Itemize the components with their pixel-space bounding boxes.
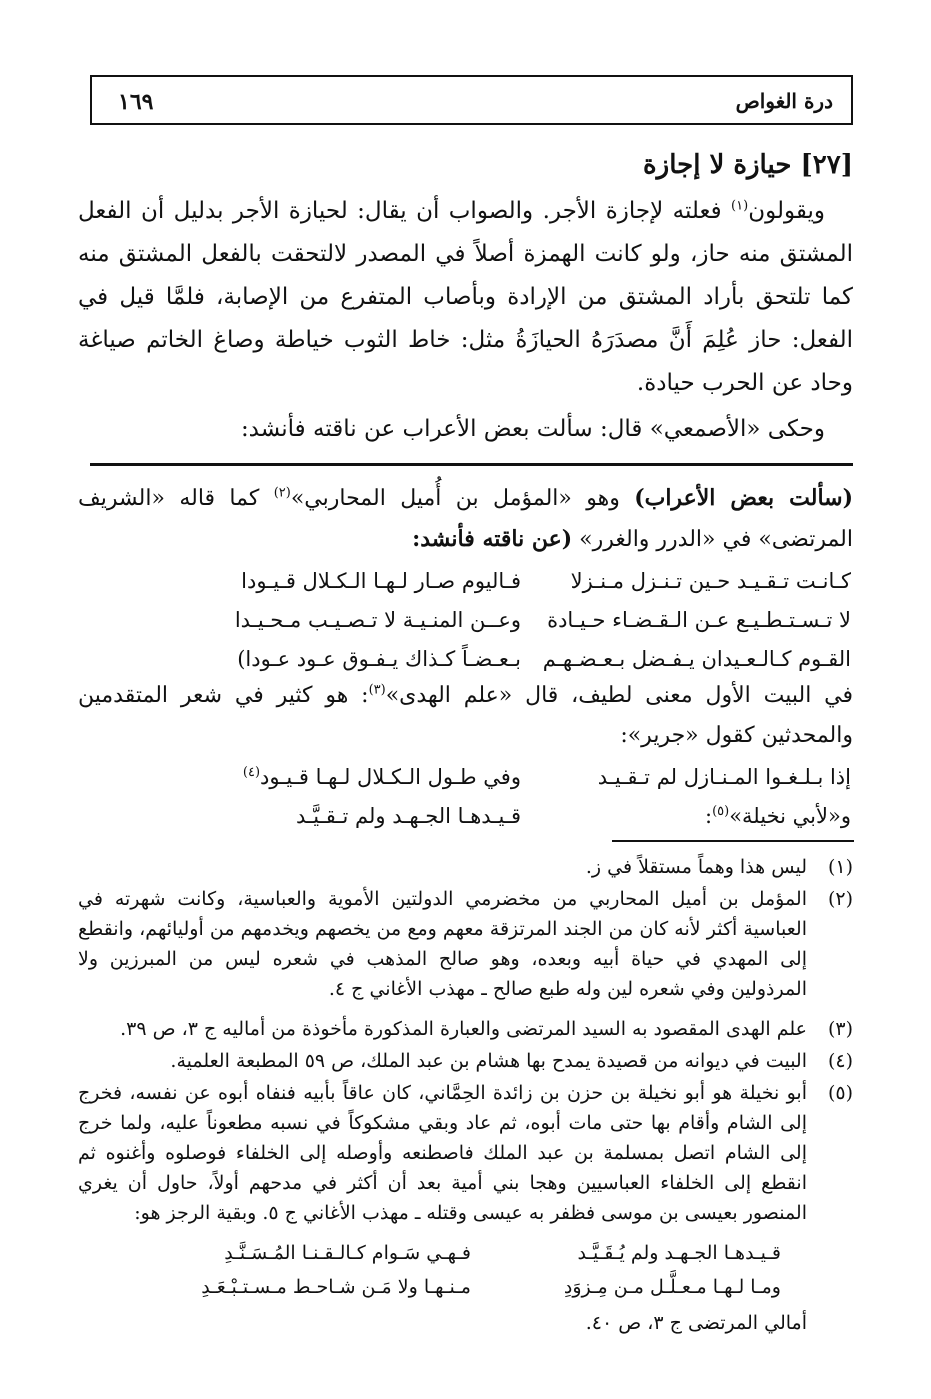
footnote-3 bbox=[78, 1014, 853, 1044]
jarir-first-hemistich: إذا بـلـغـوا المـنـازل لم تـقـيـد bbox=[597, 765, 851, 789]
footnote-text: علم الهدى المقصود به السيد المرتضى والعبارة المذكورة مأخوذة من أماليه ج ٣، ص ٣٩. bbox=[120, 1018, 807, 1040]
abu-nukhayla-colon: : bbox=[704, 804, 713, 828]
footnote-text: المؤمل بن أميل المحاربي من مخضرمي الدولتين الأموية والعباسية، وكانت شهرته في العباسية أكثر لأنه كان من الجند المرتزقة معهم ومع من يخصهم ويخدمهم من أوليائهم، وانقطع إلى المهدي في حياة أبيه وبعده، وهو صالح المذهب في شعره ليس من المبرزين ولا المرذولين وفي شعره لين وله طبع صالح ـ مهذب الأغاني ج ٤. bbox=[78, 888, 807, 1000]
quote-intro: وحكى «الأصمعي» قال: سألت بعض الأعراب عن ناقته فأنشد: bbox=[240, 416, 825, 442]
footnote-verse-1-second: فـهـي سَـوام كـالـقـنـا المُـسَـنَّـدِ bbox=[224, 1242, 471, 1264]
footnote-number: (٢) bbox=[827, 888, 853, 910]
footnote-2 bbox=[78, 884, 853, 1004]
footnote-verse-2-first: ومـا لـهـا مـعـلَّـل مـن مِـزوَدِ bbox=[563, 1276, 781, 1298]
verse-3-first-hemistich: القـوم كـالـعـيدان يـفـضل بـعـضـهـم bbox=[542, 647, 851, 671]
footnote-ref-5[interactable]: (٥) bbox=[712, 804, 730, 819]
footnote-text: أبو نخيلة هو أبو نخيلة بن حزن بن زائدة الحِمَّاني، كان عاقاً بأبيه فنفاه أبوه عن نفسه، فخرج إلى الشام وأقام بها حتى مات أبوه، ثم عاد وبقي مشكوكاً في نسبه مطعوناً عليه، ولما خرج إلى الشام اتصل بمسلمة بن عبد الملك فاصطنعه وأوصله إلى الخلفاء فوصلوه وأغنوه ثم انقطع إلى الخلفاء العباسيين وهجا بني أمية بعد أن أكثر في مدحهم أولاً، حاول أن يغري المنصور بعيسى بن موسى فظفر به عيسى وقتله ـ مهذب الأغاني ج ٥. وبقية الرجز هو: bbox=[78, 1082, 807, 1224]
footnote-source: أمالي المرتضى ج ٣، ص ٤٠. bbox=[585, 1312, 807, 1334]
commentary-text: : هو كثير في شعر المتقدمين والمحدثين كقول «جرير»: bbox=[78, 683, 853, 748]
verse-1-first-hemistich: كـانـت تـقـيـد حـين تـنـزل مـنـزلا bbox=[570, 569, 851, 593]
verse-3-second-hemistich: بـعـضـاً كـذاك يـفـوق عـود عـودا) bbox=[237, 647, 521, 671]
footnote-ref-4[interactable]: (٤) bbox=[242, 765, 261, 780]
commentary-text: كما قاله «الشريف المرتضى» في «الدرر والغرر» bbox=[78, 486, 853, 552]
commentary-text: في البيت الأول معنى لطيف، قال «علم الهدى» bbox=[385, 683, 854, 708]
verse-1-second-hemistich: فـاليوم صـار لـهـا الـكـلال قـيـودا bbox=[241, 569, 521, 593]
commentary-text: وهو «المؤمل بن أُميل المحاربي» bbox=[290, 486, 635, 511]
abu-nukhayla-intro bbox=[705, 795, 851, 837]
verse-2-first-hemistich: لا تـسـتـطـيـع عـن الـقـضـاء حـيـادة bbox=[547, 608, 851, 632]
paragraph-body: فعلته لإجازة الأجر. والصواب أن يقال: لحيازة الأجر بدليل أن الفعل المشتق منه حاز، ولو كانت الهمزة أصلاً في المصدر لالتحقت بالفعل المشتق منه كما تلتحق بأراد المشتق من الإرادة وبأصاب المتفرع من الإصابة، فلمَّا قيل في الفعل: حاز عُلِمَ أَنَّ مصدَرَهُ الحيازَةُ مثل: خاط الثوب خياطة وصاغ الخاتم صياغة وحاد عن الحرب حيادة. bbox=[78, 198, 853, 396]
section-divider bbox=[90, 463, 853, 466]
abu-nukhayla-hemistich: قـيـدهـا الجـهـد ولم تـقـيَّـد bbox=[296, 804, 521, 828]
footnote-separator bbox=[612, 840, 854, 842]
footnote-4 bbox=[78, 1046, 853, 1076]
footnote-verse-2-second: مـنـهـا ولا مَـن شـاحـط مـسـتـبْـعَـدِ bbox=[201, 1276, 471, 1298]
verse-2-second-hemistich: وعــن المنـيـة لا تـصـيـب مـحـيـدا bbox=[234, 608, 521, 632]
footnote-5 bbox=[78, 1078, 853, 1228]
footnote-text: البيت في ديوانه من قصيدة يمدح بها هشام بن عبد الملك، ص ٥٩ المطبعة العلمية. bbox=[170, 1050, 807, 1072]
paragraph-start: ويقولون bbox=[748, 198, 825, 224]
commentary-paragraph-2 bbox=[78, 676, 853, 756]
footnote-ref-3[interactable]: (٣) bbox=[368, 682, 386, 698]
footnote-verse-1-first: قـيـدهـا الجـهـد ولم يُـقَـيَّـد bbox=[577, 1242, 781, 1264]
commentary-paragraph bbox=[78, 478, 853, 560]
footnote-ref-1[interactable]: (١) bbox=[731, 198, 749, 214]
page-header bbox=[90, 75, 853, 125]
footnote-number: (٥) bbox=[827, 1082, 853, 1104]
commentary-lemma: (سألت بعض الأعراب) bbox=[634, 485, 853, 511]
section-heading: [٢٧] حيازة لا إجازة bbox=[643, 150, 853, 180]
jarir-second-hemistich bbox=[243, 756, 521, 798]
footnote-number: (٤) bbox=[827, 1050, 853, 1072]
footnote-number: (٣) bbox=[827, 1018, 853, 1040]
jarir-second-text: وفي طـول الـكـلال لـهـا قـيـود bbox=[260, 765, 521, 789]
footnote-text: ليس هذا وهماً مستقلاً في ز. bbox=[585, 856, 807, 878]
footnote-1 bbox=[78, 852, 853, 882]
footnote-number: (١) bbox=[827, 856, 853, 878]
commentary-lemma-close: (عن ناقته فأنشد: bbox=[412, 526, 573, 552]
abu-nukhayla-text: و«لأبي نخيلة» bbox=[729, 804, 851, 828]
main-paragraph bbox=[78, 190, 853, 405]
page-number: ١٦٩ bbox=[118, 89, 154, 115]
running-title: درة الغواص bbox=[735, 89, 833, 113]
footnote-ref-2[interactable]: (٢) bbox=[273, 485, 291, 501]
